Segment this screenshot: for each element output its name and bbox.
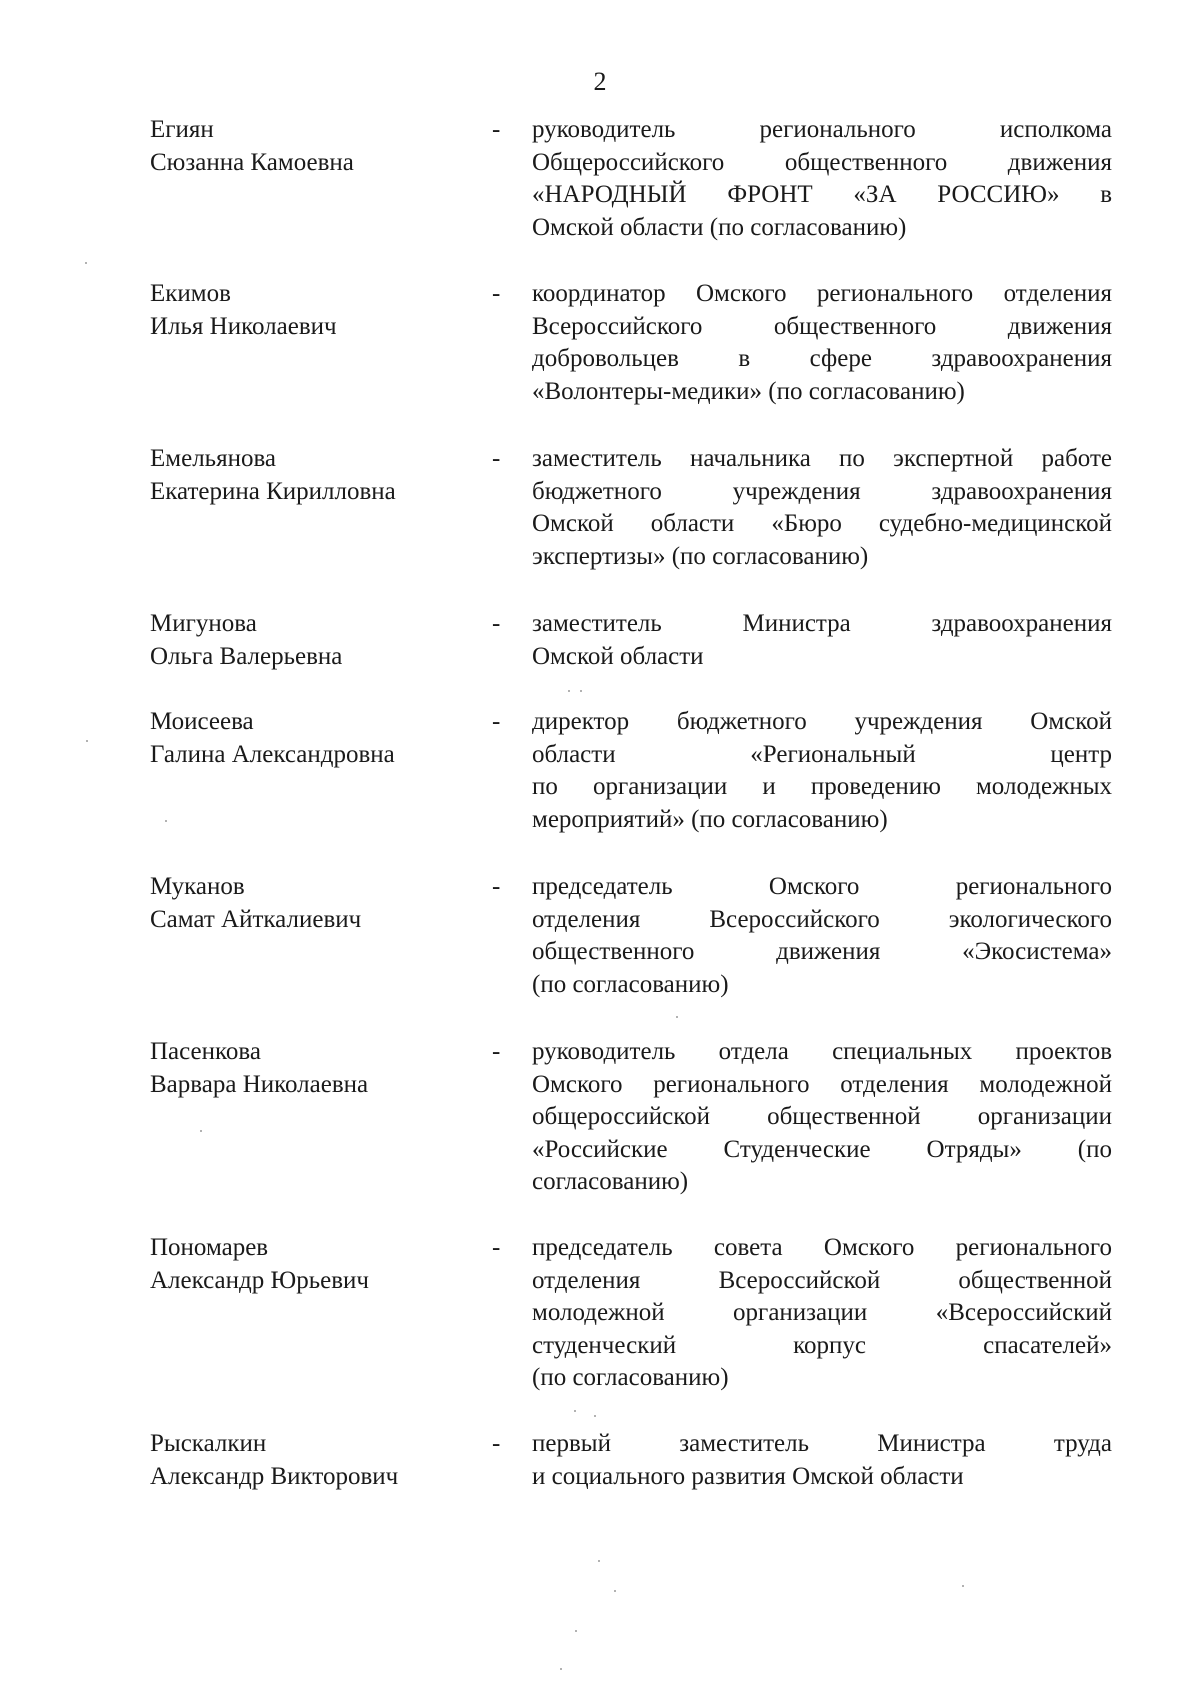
member-name: [150, 706, 480, 771]
role-line: директор бюджетного учреждения Омской: [532, 708, 1112, 735]
member-role: [532, 1428, 1112, 1493]
role-line: Омской области «Бюро судебно-медицинской: [532, 510, 1112, 537]
role-line: председатель Омского регионального: [532, 873, 1112, 900]
role-line: (по согласованию): [532, 970, 729, 998]
role-line: молодежной организации «Всероссийский: [532, 1299, 1112, 1326]
member-given-names: Александр Юрьевич: [150, 1266, 369, 1294]
role-line: области «Региональный центр: [532, 740, 1112, 768]
scan-speck: [85, 262, 87, 264]
role-line: председатель совета Омского регионального: [532, 1234, 1112, 1261]
scan-speck: [575, 1630, 577, 1632]
role-line: руководитель отдела специальных проектов: [532, 1038, 1112, 1065]
member-surname: Емельянова: [150, 445, 277, 472]
scan-speck: [560, 1668, 562, 1670]
member-given-names: Илья Николаевич: [150, 312, 337, 340]
scan-speck: [598, 1560, 600, 1562]
member-given-names: Варвара Николаевна: [150, 1070, 369, 1098]
member-name: [150, 1036, 480, 1101]
role-line: бюджетного учреждения здравоохранения: [532, 477, 1112, 505]
member-name: [150, 1428, 480, 1493]
role-line: Всероссийского общественного движения: [532, 312, 1112, 340]
role-line: координатор Омского регионального отделения: [532, 280, 1112, 307]
scan-speck: [614, 1590, 616, 1592]
role-line: отделения Всероссийской общественной: [532, 1266, 1112, 1294]
scan-speck: [580, 690, 582, 692]
role-line: добровольцев в сфере здравоохранения: [532, 345, 1112, 372]
role-line: Омской области (по согласованию): [532, 213, 907, 241]
member-role: [532, 443, 1112, 573]
role-line: (по согласованию): [532, 1364, 729, 1391]
member-given-names: Ольга Валерьевна: [150, 642, 343, 670]
member-name: [150, 871, 480, 936]
separator-dash: -: [492, 1038, 501, 1065]
member-given-names: Галина Александровна: [150, 740, 395, 768]
role-line: Омского регионального отделения молодежной: [532, 1070, 1112, 1098]
scan-speck: [200, 1130, 202, 1132]
member-role: [532, 608, 1112, 673]
member-surname: Егиян: [150, 116, 214, 143]
member-surname: Пономарев: [150, 1234, 269, 1261]
member-role: [532, 706, 1112, 836]
scan-speck: [86, 740, 88, 742]
member-surname: Мигунова: [150, 610, 257, 637]
role-line: общественного движения «Экосистема»: [532, 938, 1112, 965]
member-given-names: Александр Викторович: [150, 1462, 399, 1490]
role-line: «Волонтеры-медики» (по согласованию): [532, 377, 965, 405]
role-line: согласованию): [532, 1168, 689, 1195]
member-name: [150, 114, 480, 179]
role-line: студенческий корпус спасателей»: [532, 1331, 1112, 1359]
member-name: [150, 1232, 480, 1297]
separator-dash: -: [492, 708, 501, 735]
member-role: [532, 871, 1112, 1001]
role-line: заместитель начальника по экспертной работе: [532, 445, 1112, 472]
member-surname: Екимов: [150, 280, 231, 307]
role-line: первый заместитель Министра труда: [532, 1430, 1112, 1457]
member-role: [532, 1036, 1112, 1199]
member-role: [532, 114, 1112, 244]
separator-dash: -: [492, 280, 501, 307]
role-line: Общероссийского общественного движения: [532, 148, 1112, 176]
role-line: руководитель регионального исполкома: [532, 116, 1112, 143]
separator-dash: -: [492, 873, 501, 900]
role-line: заместитель Министра здравоохранения: [532, 610, 1112, 637]
member-name: [150, 278, 480, 343]
role-line: «НАРОДНЫЙ ФРОНТ «ЗА РОССИЮ» в: [532, 181, 1112, 208]
member-role: [532, 278, 1112, 408]
role-line: экспертизы» (по согласованию): [532, 542, 869, 570]
member-surname: Муканов: [150, 873, 245, 900]
separator-dash: -: [492, 1430, 501, 1457]
role-line: общероссийской общественной организации: [532, 1103, 1112, 1130]
member-surname: Рыскалкин: [150, 1430, 267, 1457]
page-number: 2: [593, 67, 607, 96]
role-line: Омской области: [532, 642, 704, 670]
separator-dash: -: [492, 610, 501, 637]
scan-speck: [676, 1016, 678, 1018]
separator-dash: -: [492, 116, 501, 143]
member-given-names: Самат Айткалиевич: [150, 905, 362, 933]
role-line: отделения Всероссийского экологического: [532, 905, 1112, 933]
member-given-names: Сюзанна Камоевна: [150, 148, 354, 176]
scan-speck: [568, 690, 570, 692]
scan-speck: [594, 1415, 596, 1417]
member-role: [532, 1232, 1112, 1395]
member-surname: Моисеева: [150, 708, 254, 735]
role-line: по организации и проведению молодежных: [532, 773, 1112, 800]
role-line: мероприятий» (по согласованию): [532, 805, 888, 833]
separator-dash: -: [492, 445, 501, 472]
member-name: [150, 608, 480, 673]
member-given-names: Екатерина Кирилловна: [150, 477, 396, 505]
role-line: и социального развития Омской области: [532, 1462, 964, 1490]
separator-dash: -: [492, 1234, 501, 1261]
scan-speck: [962, 1585, 964, 1587]
scan-speck: [574, 1410, 576, 1412]
role-line: «Российские Студенческие Отряды» (по: [532, 1135, 1112, 1163]
member-surname: Пасенкова: [150, 1038, 261, 1065]
member-name: [150, 443, 480, 508]
scan-speck: [165, 820, 167, 822]
